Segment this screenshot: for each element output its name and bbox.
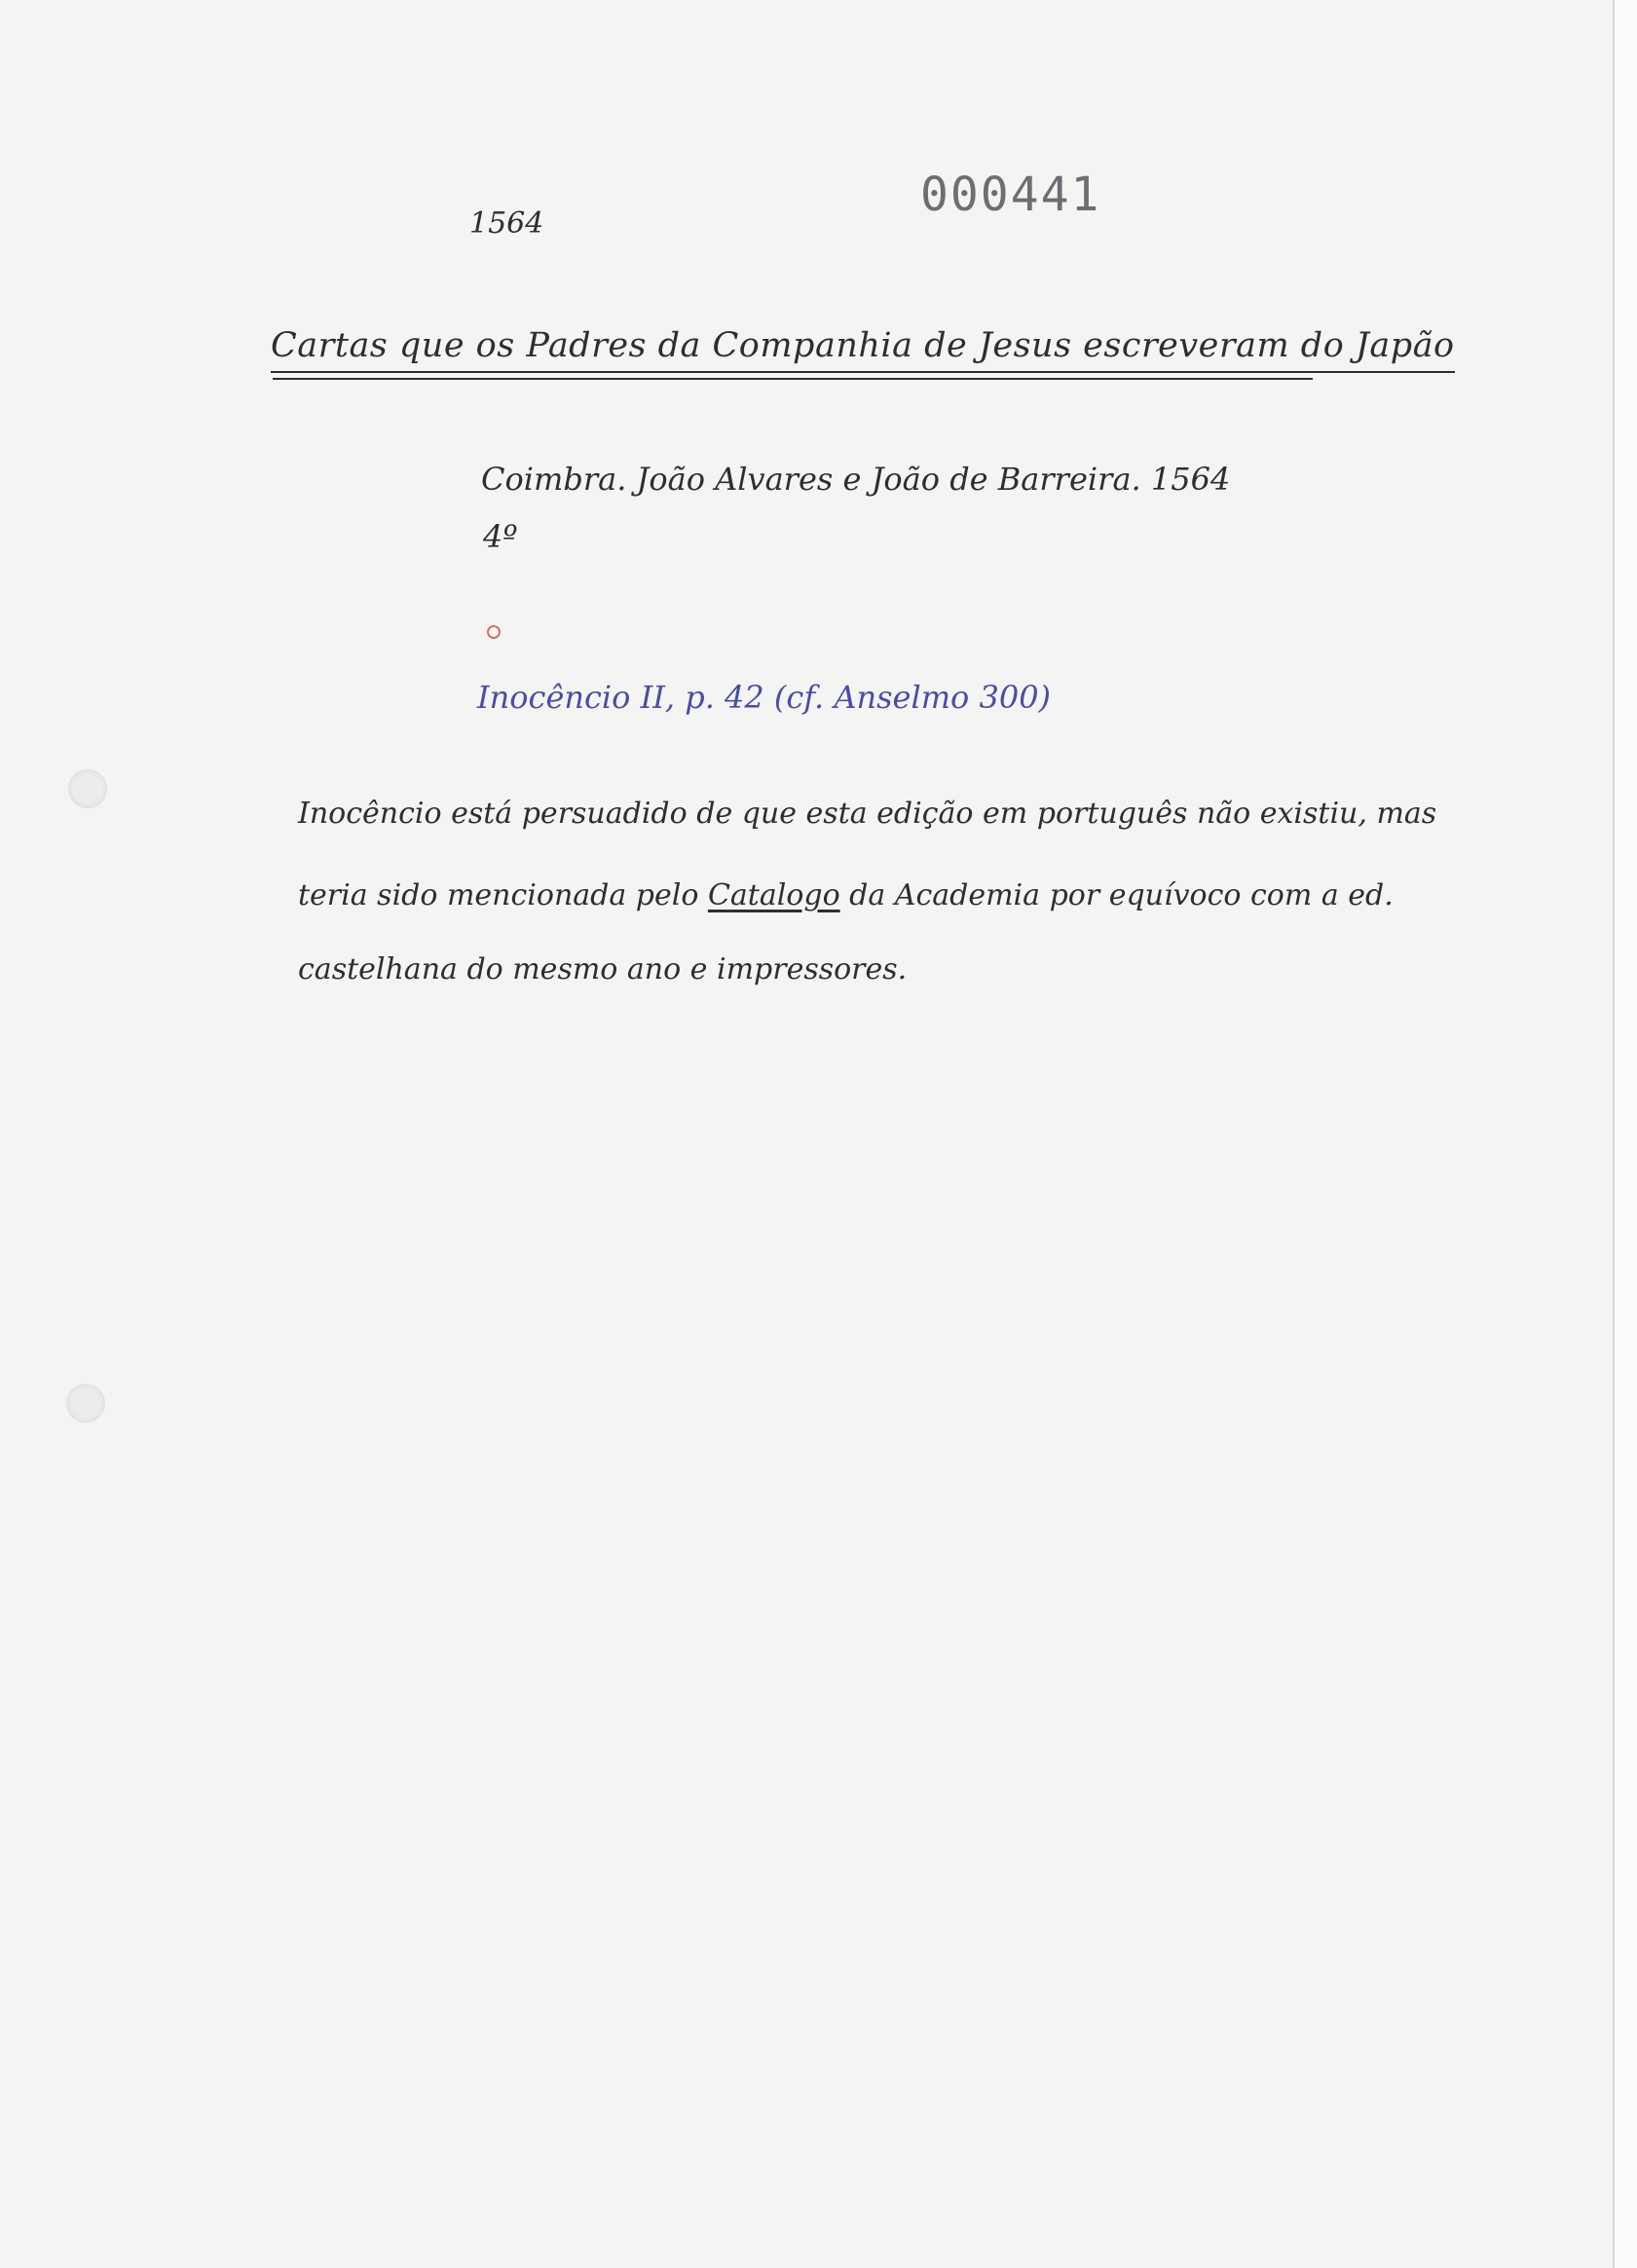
- punch-hole: [66, 1384, 105, 1423]
- note-line-2-end: da Academia por equívoco com a ed.: [839, 878, 1394, 912]
- note-line-2-start: teria sido mencionada pelo: [298, 878, 708, 912]
- red-circle-mark: [487, 625, 501, 639]
- reference-line: Inocêncio II, p. 42 (cf. Anselmo 300): [477, 679, 1052, 716]
- format-line: 4º: [483, 518, 518, 555]
- punch-hole: [68, 769, 107, 808]
- imprint-line: Coimbra. João Alvares e João de Barreira. 1564: [481, 461, 1231, 498]
- document-title: Cartas que os Padres da Companhia de Jesus escreveram do Japão: [271, 326, 1455, 373]
- note-line-3: castelhana do mesmo ano e impressores.: [298, 952, 908, 986]
- page-edge: [1615, 0, 1637, 2268]
- stamp-number: 000441: [920, 167, 1101, 222]
- catalogo-underlined: Catalogo: [707, 878, 840, 912]
- note-line-1: Inocêncio está persuadido de que esta edição em português não existiu, mas: [298, 797, 1437, 831]
- title-double-underline: [273, 378, 1313, 380]
- note-line-2: [298, 878, 1394, 912]
- document-year: 1564: [469, 206, 544, 241]
